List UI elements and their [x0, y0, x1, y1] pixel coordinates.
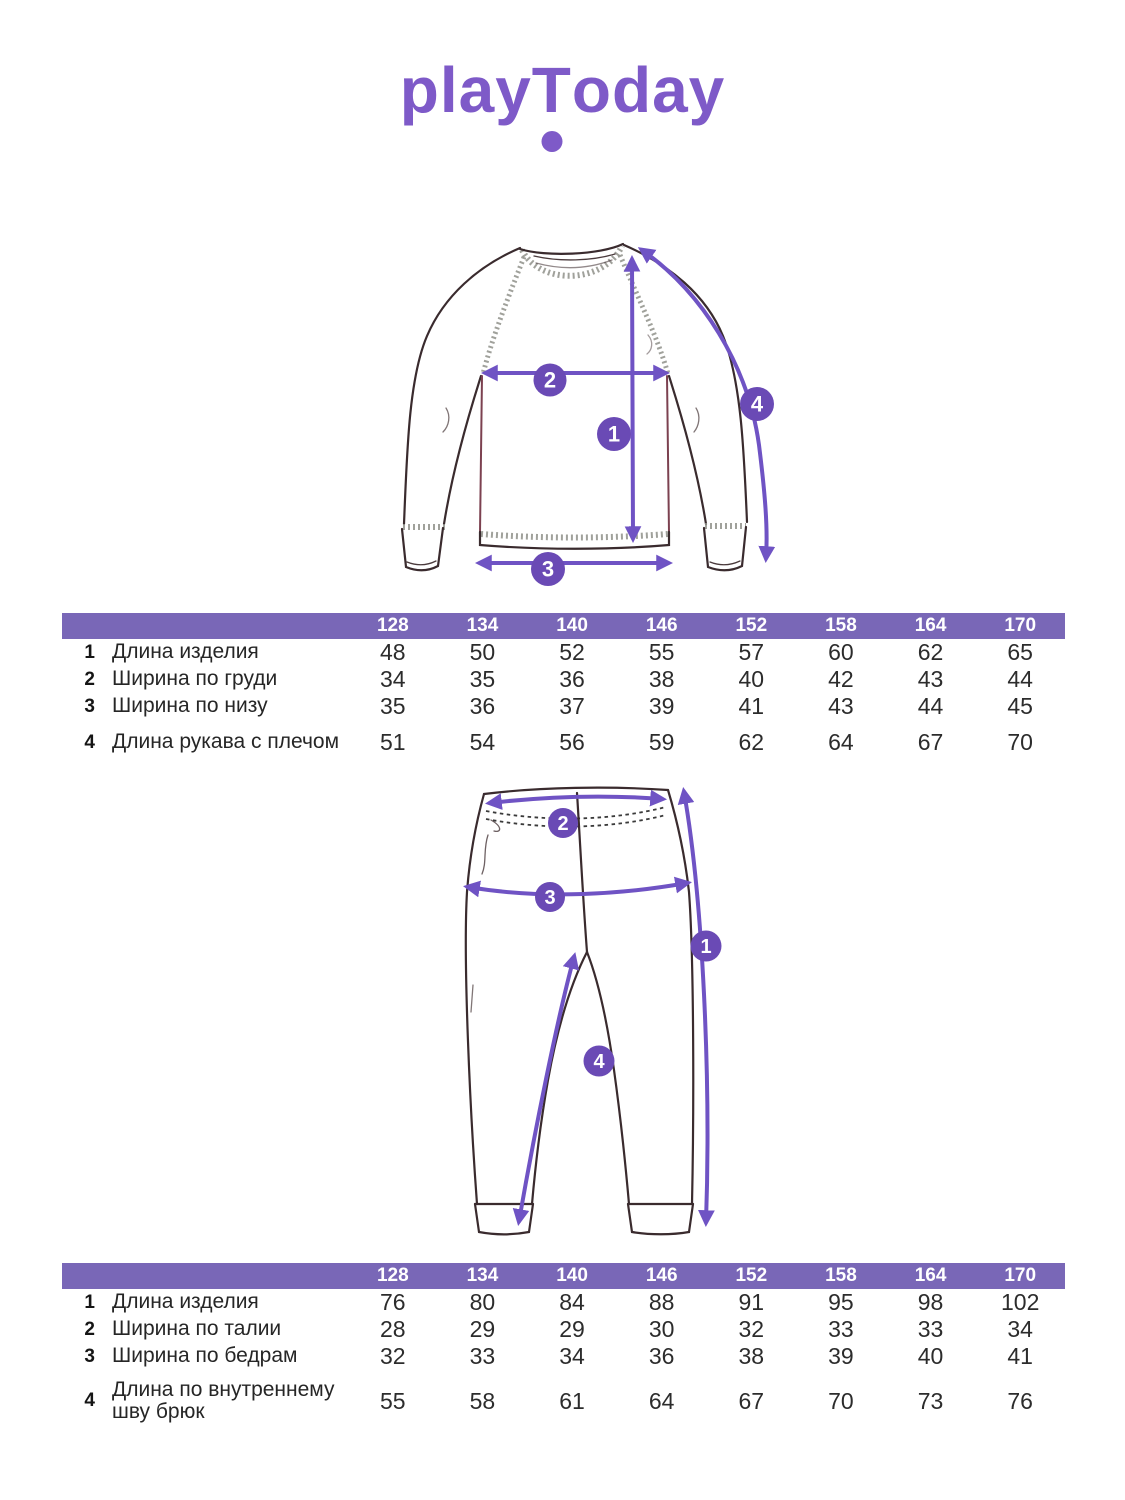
row-number: 1: [84, 1291, 95, 1313]
svg-text:4: 4: [750, 391, 764, 417]
cell-value: 102: [1001, 1289, 1040, 1316]
cell-value: 64: [648, 1387, 675, 1414]
size-header-cell: 152: [707, 613, 797, 639]
cell-value: 35: [380, 693, 406, 720]
cell-value: 55: [648, 639, 675, 666]
row-number: 4: [84, 1390, 95, 1412]
cell-value: 29: [469, 1316, 496, 1343]
cell-value: 67: [738, 1387, 765, 1414]
svg-text:1: 1: [700, 936, 712, 958]
cell-value: 73: [917, 1387, 944, 1414]
size-header-empty: [62, 613, 348, 639]
cell-value: 59: [648, 729, 675, 756]
logo-dot: [541, 131, 562, 152]
measure-marker-4: [584, 1046, 615, 1077]
table-row: [62, 1343, 1065, 1370]
cell-value: 43: [917, 666, 944, 693]
brand-logo: [0, 54, 1125, 126]
size-header-cell: 146: [617, 1263, 707, 1289]
size-header-cell: 128: [348, 613, 438, 639]
row-number: 3: [84, 695, 95, 717]
cell-value: 40: [738, 666, 765, 693]
cell-value: 32: [380, 1343, 406, 1370]
cell-value: 54: [469, 729, 496, 756]
cell-value: 38: [738, 1343, 765, 1370]
pants-diagram: [400, 780, 780, 1260]
svg-text:4: 4: [593, 1051, 605, 1073]
size-header-cell: 170: [975, 613, 1065, 639]
cell-value: 34: [380, 666, 406, 693]
measure-marker-2: [548, 808, 578, 838]
measure-marker-4: [740, 387, 774, 421]
cell-value: 76: [380, 1289, 406, 1316]
logo-text-oday: oday: [571, 54, 726, 126]
cell-value: 65: [1007, 639, 1033, 666]
cell-value: 37: [559, 693, 585, 720]
cell-value: 38: [648, 666, 675, 693]
measure-marker-1: [597, 417, 631, 451]
size-header-cell: 170: [975, 1263, 1065, 1289]
row-label: Длина изделия: [112, 640, 259, 664]
sweatshirt-size-table: [62, 613, 1065, 756]
row-label: Ширина по низу: [112, 694, 268, 718]
cell-value: 56: [559, 729, 585, 756]
cell-value: 43: [828, 693, 854, 720]
cell-value: 36: [469, 693, 496, 720]
cell-value: 35: [469, 666, 496, 693]
logo-text-t: T: [531, 54, 572, 126]
cell-value: 29: [559, 1316, 585, 1343]
cell-value: 41: [1007, 1343, 1033, 1370]
cell-value: 84: [559, 1289, 585, 1316]
measure-arrow-1: [632, 260, 633, 538]
cell-value: 57: [738, 639, 765, 666]
sweatshirt-sketch: [402, 244, 747, 570]
row-label: Длина по внутреннему шву брюк: [112, 1378, 335, 1424]
cell-value: 45: [1007, 693, 1033, 720]
size-header-cell: 146: [617, 613, 707, 639]
cell-value: 34: [1007, 1316, 1033, 1343]
cell-value: 42: [828, 666, 854, 693]
size-header-cell: 140: [527, 1263, 617, 1289]
cell-value: 50: [469, 639, 496, 666]
svg-text:2: 2: [543, 367, 557, 393]
cell-value: 36: [648, 1343, 675, 1370]
row-number: 2: [84, 1318, 95, 1340]
cell-value: 34: [559, 1343, 585, 1370]
cell-value: 80: [469, 1289, 496, 1316]
size-header-cell: 164: [886, 613, 976, 639]
table-row: [62, 666, 1065, 693]
pants-size-table: [62, 1263, 1065, 1423]
pants-sketch: [466, 788, 693, 1235]
row-number: 2: [84, 668, 95, 690]
size-header-cell: 164: [886, 1263, 976, 1289]
size-header-cell: 158: [796, 1263, 886, 1289]
size-header-empty: [62, 1263, 348, 1289]
measure-arrow-2: [490, 797, 662, 803]
cell-value: 60: [828, 639, 854, 666]
cell-value: 39: [828, 1343, 854, 1370]
table-row: [62, 639, 1065, 666]
cell-value: 95: [828, 1289, 854, 1316]
cell-value: 70: [1007, 729, 1033, 756]
table-row: [62, 693, 1065, 720]
sweatshirt-diagram: [330, 210, 800, 610]
row-label: Длина изделия: [112, 1290, 259, 1314]
cell-value: 64: [828, 729, 854, 756]
size-header-row: [62, 1263, 1065, 1289]
cell-value: 70: [828, 1387, 854, 1414]
row-number: 1: [84, 641, 95, 663]
cell-value: 44: [1007, 666, 1033, 693]
cell-value: 33: [917, 1316, 944, 1343]
measure-marker-3: [531, 552, 565, 586]
sweatshirt-arrows: [480, 250, 767, 563]
cell-value: 36: [559, 666, 585, 693]
size-header-cell: 152: [707, 1263, 797, 1289]
cell-value: 44: [917, 693, 944, 720]
table-row: [62, 720, 1065, 756]
logo-text-play: play: [399, 54, 532, 126]
cell-value: 88: [648, 1289, 675, 1316]
svg-text:3: 3: [544, 887, 556, 909]
measure-marker-1: [691, 931, 722, 962]
row-number: 4: [84, 731, 95, 753]
cell-value: 33: [828, 1316, 854, 1343]
cell-value: 67: [917, 729, 944, 756]
row-number: 3: [84, 1345, 95, 1367]
cell-value: 39: [648, 693, 675, 720]
size-header-row: [62, 613, 1065, 639]
cell-value: 32: [738, 1316, 765, 1343]
size-header-cell: 158: [796, 613, 886, 639]
cell-value: 55: [380, 1387, 406, 1414]
cell-value: 28: [380, 1316, 406, 1343]
measure-marker-3: [535, 882, 565, 912]
row-label: Длина рукава с плечом: [112, 730, 340, 754]
measure-arrow-1: [684, 792, 707, 1222]
svg-text:1: 1: [607, 421, 621, 447]
svg-text:2: 2: [557, 813, 569, 835]
cell-value: 40: [917, 1343, 944, 1370]
cell-value: 30: [648, 1316, 675, 1343]
measure-marker-2: [534, 364, 567, 397]
cell-value: 61: [559, 1387, 585, 1414]
cell-value: 62: [917, 639, 944, 666]
size-header-cell: 128: [348, 1263, 438, 1289]
size-header-cell: 134: [438, 1263, 528, 1289]
table-row: [62, 1289, 1065, 1316]
cell-value: 52: [559, 639, 585, 666]
table-row: [62, 1370, 1065, 1423]
cell-value: 48: [380, 639, 406, 666]
measure-arrow-3: [468, 883, 687, 894]
pants-arrows: [468, 792, 707, 1222]
cell-value: 58: [469, 1387, 496, 1414]
row-label: Ширина по бедрам: [112, 1344, 298, 1368]
cell-value: 51: [380, 729, 406, 756]
cell-value: 62: [738, 729, 765, 756]
cell-value: 76: [1007, 1387, 1033, 1414]
row-label: Ширина по талии: [112, 1317, 282, 1341]
cell-value: 98: [917, 1289, 944, 1316]
cell-value: 41: [738, 693, 765, 720]
svg-text:3: 3: [541, 556, 555, 582]
cell-value: 33: [469, 1343, 496, 1370]
row-label: Ширина по груди: [112, 667, 278, 691]
cell-value: 91: [738, 1289, 765, 1316]
table-row: [62, 1316, 1065, 1343]
size-header-cell: 140: [527, 613, 617, 639]
size-header-cell: 134: [438, 613, 528, 639]
